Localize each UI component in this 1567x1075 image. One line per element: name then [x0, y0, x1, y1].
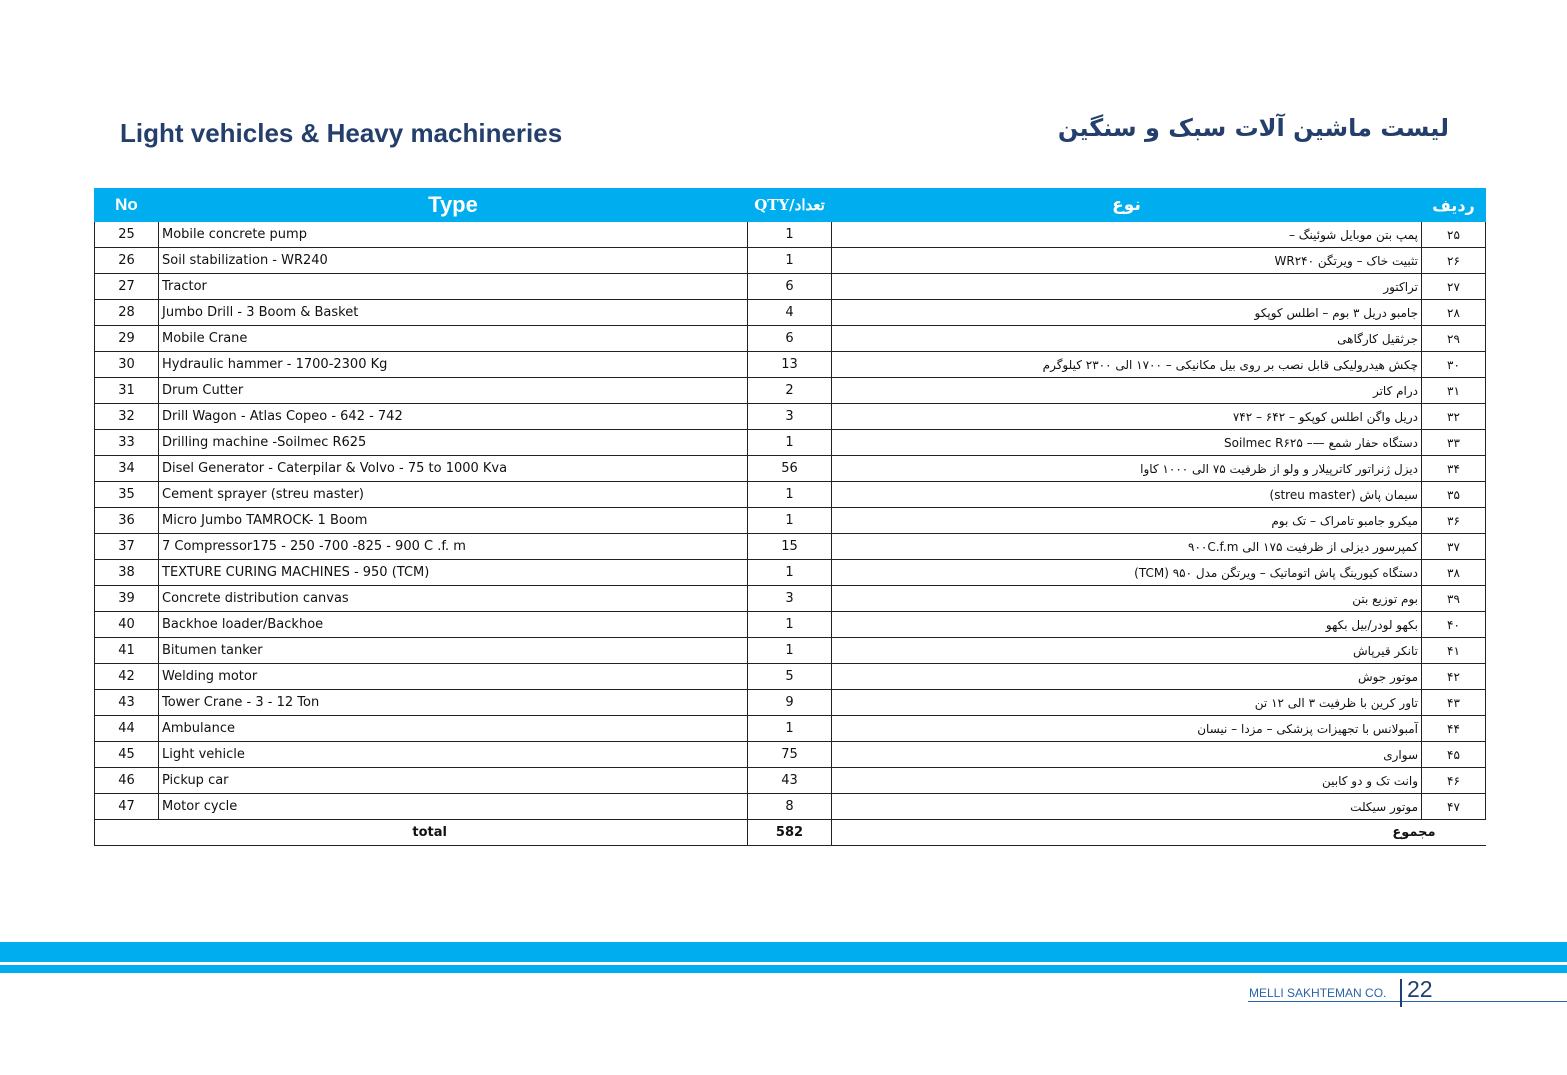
row-radif: ۲۵ [1422, 222, 1486, 248]
row-type: Drum Cutter [159, 378, 748, 404]
row-radif: ۴۶ [1422, 768, 1486, 794]
row-radif: ۲۹ [1422, 326, 1486, 352]
row-type-persian: جامبو دریل ۳ بوم – اطلس کوپکو [832, 300, 1422, 326]
table-row [95, 794, 1486, 820]
row-radif: ۳۵ [1422, 482, 1486, 508]
table-body [95, 222, 1486, 820]
row-type: Light vehicle [159, 742, 748, 768]
table-row [95, 508, 1486, 534]
page-number-separator [1400, 979, 1402, 1007]
row-radif: ۴۰ [1422, 612, 1486, 638]
row-number: 28 [95, 300, 159, 326]
row-type-persian: آمبولانس با تجهیزات پزشکی – مزدا – نیسان [832, 716, 1422, 742]
row-number: 34 [95, 456, 159, 482]
row-number: 38 [95, 560, 159, 586]
row-number: 42 [95, 664, 159, 690]
row-qty: 56 [748, 456, 832, 482]
row-type-persian: دیزل ژنراتور کاترپیلار و ولو از ظرفیت ۷۵ الی ۱۰۰۰ کاوا [832, 456, 1422, 482]
row-radif: ۳۴ [1422, 456, 1486, 482]
table-row [95, 612, 1486, 638]
row-type: Mobile concrete pump [159, 222, 748, 248]
total-qty: 582 [748, 820, 832, 846]
row-radif: ۳۰ [1422, 352, 1486, 378]
row-radif: ۴۲ [1422, 664, 1486, 690]
row-number: 29 [95, 326, 159, 352]
row-qty: 1 [748, 716, 832, 742]
row-radif: ۴۱ [1422, 638, 1486, 664]
table-row [95, 326, 1486, 352]
table-row [95, 222, 1486, 248]
row-qty: 4 [748, 300, 832, 326]
table-row [95, 534, 1486, 560]
row-qty: 1 [748, 508, 832, 534]
row-qty: 2 [748, 378, 832, 404]
row-type-persian: تراکتور [832, 274, 1422, 300]
row-qty: 1 [748, 482, 832, 508]
row-type-persian: موتور سیکلت [832, 794, 1422, 820]
table-header [95, 189, 1486, 222]
row-type: Ambulance [159, 716, 748, 742]
row-type-persian: وانت تک و دو کابین [832, 768, 1422, 794]
row-number: 47 [95, 794, 159, 820]
table-row [95, 664, 1486, 690]
row-radif: ۴۷ [1422, 794, 1486, 820]
row-type-persian: درام کاتر [832, 378, 1422, 404]
table-row [95, 560, 1486, 586]
row-type-persian: جرثقیل کارگاهی [832, 326, 1422, 352]
row-qty: 3 [748, 404, 832, 430]
column-header-radif: ردیف [1422, 189, 1486, 222]
row-qty: 1 [748, 612, 832, 638]
row-radif: ۲۸ [1422, 300, 1486, 326]
row-number: 33 [95, 430, 159, 456]
row-radif: ۴۳ [1422, 690, 1486, 716]
row-type: TEXTURE CURING MACHINES - 950 (TCM) [159, 560, 748, 586]
table-row [95, 742, 1486, 768]
row-type-persian: تثبیت خاک – ویرتگن WR۲۴۰ [832, 248, 1422, 274]
row-radif: ۳۳ [1422, 430, 1486, 456]
row-radif: ۳۷ [1422, 534, 1486, 560]
column-header-type-persian: نوع [832, 189, 1422, 222]
row-type: Pickup car [159, 768, 748, 794]
row-type: 7 Compressor175 - 250 -700 -825 - 900 C .f. m [159, 534, 748, 560]
row-radif: ۳۶ [1422, 508, 1486, 534]
row-qty: 13 [748, 352, 832, 378]
row-qty: 1 [748, 222, 832, 248]
row-number: 35 [95, 482, 159, 508]
row-radif: ۳۱ [1422, 378, 1486, 404]
row-radif: ۳۲ [1422, 404, 1486, 430]
row-qty: 6 [748, 274, 832, 300]
row-type-persian: دستگاه حفار شمع —– Soilmec R۶۲۵ [832, 430, 1422, 456]
page-title-persian: لیست ماشین آلات سبک و سنگین [1057, 114, 1449, 142]
row-type-persian: دریل واگن اطلس کوپکو – ۶۴۲ – ۷۴۲ [832, 404, 1422, 430]
row-type: Drilling machine -Soilmec R625 [159, 430, 748, 456]
row-type-persian: پمپ بتن موبایل شوئینگ – [832, 222, 1422, 248]
row-type: Drill Wagon - Atlas Copeo - 642 - 742 [159, 404, 748, 430]
row-number: 32 [95, 404, 159, 430]
row-type-persian: تاور کرین با ظرفیت ۳ الی ۱۲ تن [832, 690, 1422, 716]
column-header-no: No [95, 189, 159, 222]
row-type: Cement sprayer (streu master) [159, 482, 748, 508]
row-number: 46 [95, 768, 159, 794]
row-type: Concrete distribution canvas [159, 586, 748, 612]
table-row [95, 456, 1486, 482]
row-number: 31 [95, 378, 159, 404]
row-radif: ۳۹ [1422, 586, 1486, 612]
table-footer [95, 820, 1486, 846]
row-number: 25 [95, 222, 159, 248]
row-number: 41 [95, 638, 159, 664]
row-type: Mobile Crane [159, 326, 748, 352]
row-number: 43 [95, 690, 159, 716]
table-row [95, 586, 1486, 612]
table-row [95, 300, 1486, 326]
table-header-row [95, 189, 1486, 222]
row-type-persian: تانکر قیرپاش [832, 638, 1422, 664]
machinery-table [94, 188, 1486, 846]
row-type-persian: چکش هیدرولیکی قابل نصب بر روی بیل مکانیکی – ۱۷۰۰ الی ۲۳۰۰ کیلوگرم [832, 352, 1422, 378]
row-type-persian: سیمان پاش (streu master) [832, 482, 1422, 508]
row-radif: ۴۴ [1422, 716, 1486, 742]
row-type-persian: موتور جوش [832, 664, 1422, 690]
table-row [95, 716, 1486, 742]
row-type-persian: دستگاه کیورینگ پاش اتوماتیک – ویرتگن مدل ۹۵۰ (TCM) [832, 560, 1422, 586]
row-qty: 1 [748, 638, 832, 664]
row-number: 30 [95, 352, 159, 378]
company-name: MELLI SAKHTEMAN CO. [1249, 986, 1387, 1000]
row-type: Welding motor [159, 664, 748, 690]
row-type-persian: بکهو لودر/بیل بکهو [832, 612, 1422, 638]
row-qty: 3 [748, 586, 832, 612]
row-qty: 75 [748, 742, 832, 768]
row-type: Bitumen tanker [159, 638, 748, 664]
column-header-type: Type [159, 189, 748, 222]
table-row [95, 430, 1486, 456]
table-row [95, 404, 1486, 430]
table-row [95, 274, 1486, 300]
row-qty: 9 [748, 690, 832, 716]
row-qty: 43 [748, 768, 832, 794]
total-row [95, 820, 1486, 846]
row-qty: 1 [748, 248, 832, 274]
row-type: Soil stabilization - WR240 [159, 248, 748, 274]
row-qty: 8 [748, 794, 832, 820]
table-row [95, 768, 1486, 794]
table-row [95, 638, 1486, 664]
row-type-persian: میکرو جامبو تامراک – تک بوم [832, 508, 1422, 534]
row-number: 26 [95, 248, 159, 274]
table-row [95, 482, 1486, 508]
row-number: 40 [95, 612, 159, 638]
row-type-persian: سواری [832, 742, 1422, 768]
row-qty: 15 [748, 534, 832, 560]
row-radif: ۴۵ [1422, 742, 1486, 768]
total-label: total [95, 820, 748, 846]
row-type: Hydraulic hammer - 1700-2300 Kg [159, 352, 748, 378]
total-label-persian: مجموع [832, 820, 1486, 846]
row-radif: ۲۷ [1422, 274, 1486, 300]
row-type: Backhoe loader/Backhoe [159, 612, 748, 638]
table-row [95, 352, 1486, 378]
row-number: 27 [95, 274, 159, 300]
page-title-english: Light vehicles & Heavy machineries [120, 118, 563, 148]
row-type: Jumbo Drill - 3 Boom & Basket [159, 300, 748, 326]
page-number: 22 [1407, 976, 1433, 1002]
row-number: 39 [95, 586, 159, 612]
row-radif: ۲۶ [1422, 248, 1486, 274]
row-type-persian: بوم توزیع بتن [832, 586, 1422, 612]
row-number: 45 [95, 742, 159, 768]
row-type: Motor cycle [159, 794, 748, 820]
row-type: Tower Crane - 3 - 12 Ton [159, 690, 748, 716]
table-row [95, 248, 1486, 274]
row-qty: 5 [748, 664, 832, 690]
row-type: Tractor [159, 274, 748, 300]
row-number: 36 [95, 508, 159, 534]
row-type: Disel Generator - Caterpilar & Volvo - 75 to 1000 Kva [159, 456, 748, 482]
column-header-qty: QTY/تعداد [748, 189, 832, 222]
row-qty: 6 [748, 326, 832, 352]
row-qty: 1 [748, 560, 832, 586]
row-qty: 1 [748, 430, 832, 456]
row-radif: ۳۸ [1422, 560, 1486, 586]
table-row [95, 378, 1486, 404]
row-type: Micro Jumbo TAMROCK- 1 Boom [159, 508, 748, 534]
table-row [95, 690, 1486, 716]
row-number: 44 [95, 716, 159, 742]
footer-band-thin [0, 965, 1567, 973]
row-type-persian: کمپرسور دیزلی از ظرفیت ۱۷۵ الی ۹۰۰C.f.m [832, 534, 1422, 560]
footer-band-thick [0, 942, 1567, 962]
row-number: 37 [95, 534, 159, 560]
